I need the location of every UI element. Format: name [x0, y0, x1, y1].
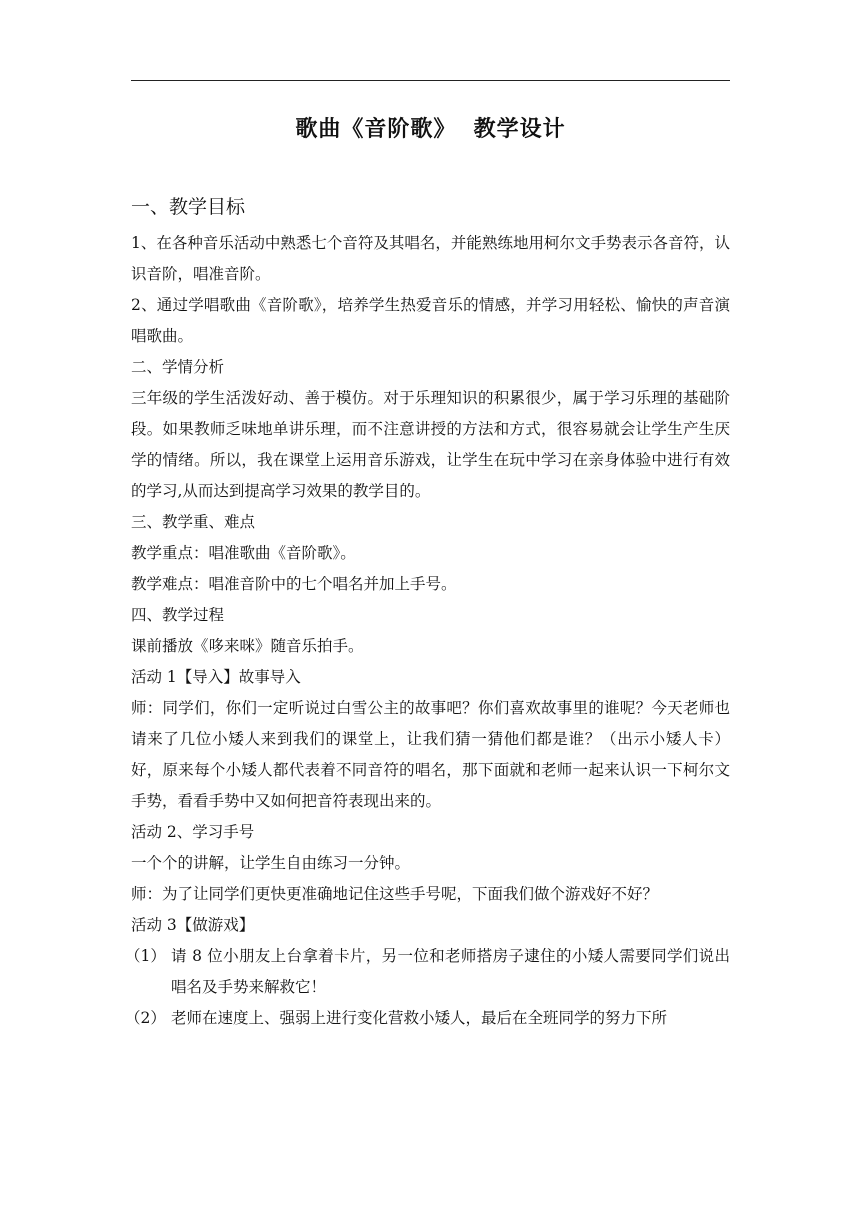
- item-number: （2）: [125, 1009, 166, 1027]
- activity2-text-1: 一个个的讲解，让学生自由练习一分钟。: [131, 854, 411, 872]
- difficulty-text: 教学难点：唱准音阶中的七个唱名并加上手号。: [131, 575, 457, 593]
- document-body: [125, 193, 730, 1034]
- analysis-paragraph: 三年级的学生活泼好动、善于模仿。对于乐理知识的积累很少，属于学习乐理的基础阶段。如果教师乏味地单讲乐理，而不注意讲授的方法和方式，很容易就会让学生产生厌学的情绪。所以，我在课堂上运用音乐游戏，让学生在玩中学习在亲身体验中进行有效的学习,从而达到提高学习效果的教学目的。: [131, 389, 730, 500]
- item-number: （1）: [125, 947, 166, 965]
- activity2-text-2: 师：为了让同学们更快更准确地记住这些手号呢，下面我们做个游戏好不好？: [131, 885, 659, 903]
- item-text: 请 8 位小朋友上台拿着卡片，另一位和老师搭房子逮住的小矮人需要同学们说出唱名及手势来解救它！: [171, 947, 730, 996]
- document-title: 歌曲《音阶歌》 教学设计: [295, 116, 566, 142]
- activity1-heading: 活动 1【导入】故事导入: [131, 668, 301, 686]
- activity2-heading: 活动 2、学习手号: [131, 823, 255, 841]
- activity1-text: 师：同学们，你们一定听说过白雪公主的故事吧？你们喜欢故事里的谁呢？今天老师也请来了几位小矮人来到我们的课堂上，让我们猜一猜他们都是谁？（出示小矮人卡）好，原来每个小矮人都代表着不同音符的唱名，那下面就和老师一起来认识一下柯尔文手势，看看手势中又如何把音符表现出来的。: [131, 699, 730, 810]
- activity3-heading: 活动 3【做游戏】: [131, 916, 255, 934]
- item-text: 老师在速度上、强弱上进行变化营救小矮人，最后在全班同学的努力下所: [171, 1009, 668, 1027]
- section-heading-process: 四、教学过程: [131, 606, 225, 624]
- section-heading-key-points: 三、教学重、难点: [131, 513, 256, 531]
- section-heading-objectives: 一、教学目标: [131, 196, 246, 218]
- key-point-text: 教学重点：唱准歌曲《音阶歌》。: [131, 544, 356, 562]
- objective-item-2: 2、通过学唱歌曲《音阶歌》，培养学生热爱音乐的情感，并学习用轻松、愉快的声音演唱歌曲。: [131, 296, 730, 345]
- section-heading-analysis: 二、学情分析: [131, 358, 225, 376]
- activity3-item-2: [125, 1003, 730, 1034]
- pre-class-text: 课前播放《哆来咪》随音乐拍手。: [131, 637, 364, 655]
- objective-item-1: 1、在各种音乐活动中熟悉七个音符及其唱名，并能熟练地用柯尔文手势表示各音符，认识音阶，唱准音阶。: [131, 234, 730, 283]
- header-rule: [131, 80, 730, 81]
- activity3-item-1: [125, 941, 730, 1003]
